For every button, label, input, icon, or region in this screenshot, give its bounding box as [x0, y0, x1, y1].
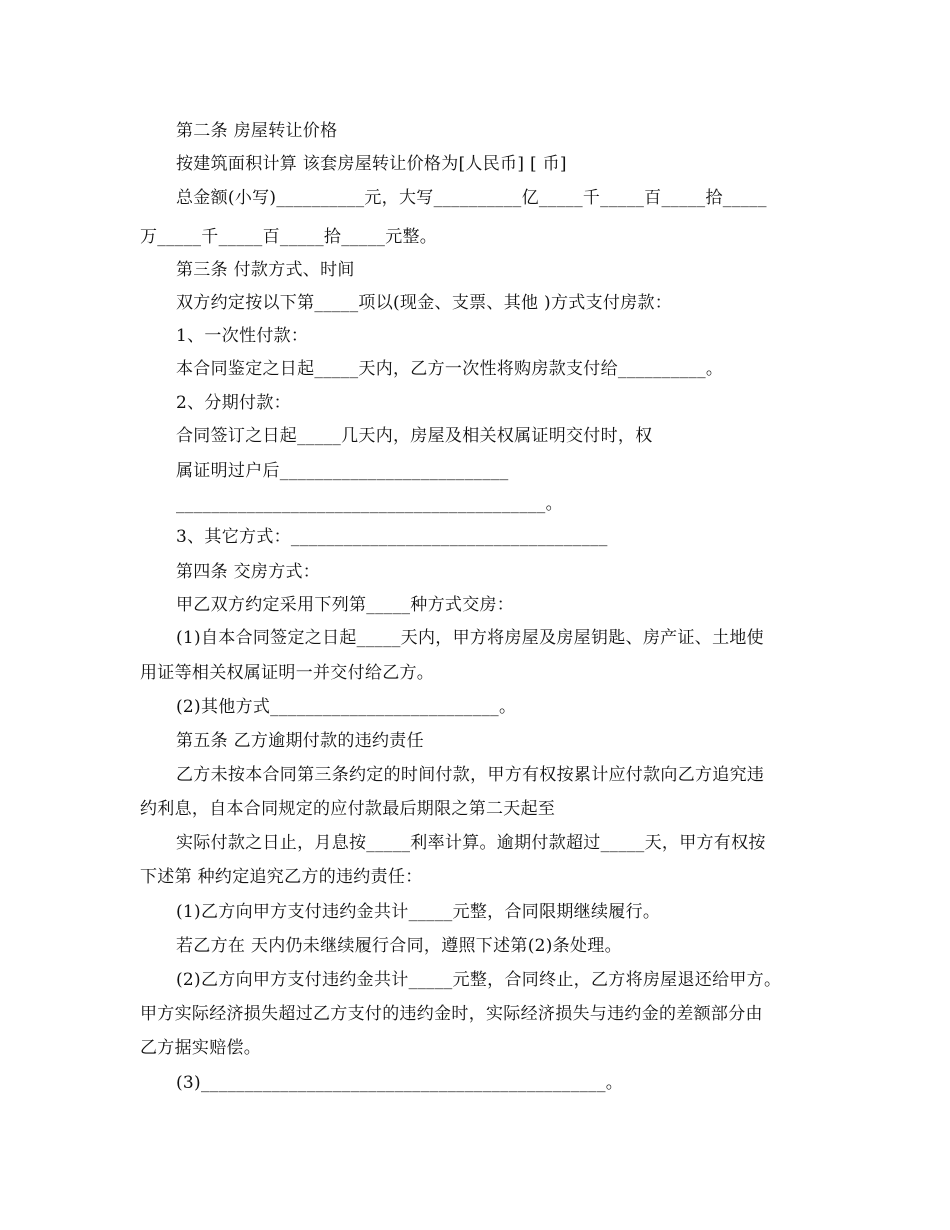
text-line: (1)自本合同签定之日起_____天内，甲方将房屋及房屋钥匙、房产证、土地使: [176, 628, 764, 648]
text-line: (2)乙方向甲方支付违约金共计_____元整，合同终止，乙方将房屋退还给甲方。: [176, 970, 782, 990]
text-line: 约利息，自本合同规定的应付款最后期限之第二天起至: [140, 799, 556, 819]
text-line: 用证等相关权属证明一并交付给乙方。: [140, 663, 435, 683]
article-4-heading: 第四条 交房方式：: [176, 562, 321, 582]
article-5-heading: 第五条 乙方逾期付款的违约责任: [176, 731, 424, 751]
text-line: 甲方实际经济损失超过乙方支付的违约金时，实际经济损失与违约金的差额部分由: [140, 1004, 763, 1024]
text-line: 本合同鉴定之日起_____天内，乙方一次性将购房款支付给__________。: [176, 359, 724, 379]
text-line: 属证明过户后__________________________: [176, 461, 509, 481]
text-line: __________________________________________。: [176, 494, 563, 514]
text-line: (3)______________________________________________。: [176, 1073, 624, 1093]
article-2-heading: 第二条 房屋转让价格: [176, 121, 338, 141]
text-line: 2、分期付款：: [176, 393, 291, 413]
text-line: 合同签订之日起_____几天内，房屋及相关权属证明交付时，权: [176, 426, 653, 446]
text-line: (1)乙方向甲方支付违约金共计_____元整，合同限期继续履行。: [176, 902, 661, 922]
text-line: 3、其它方式：____________________________________: [176, 527, 608, 547]
article-3-heading: 第三条 付款方式、时间: [176, 260, 355, 280]
text-line: 双方约定按以下第_____项以(现金、支票、其他 )方式支付房款：: [176, 293, 673, 313]
text-line: 按建筑面积计算 该套房屋转让价格为[人民币] [ 币]: [176, 154, 567, 174]
text-line: 下述第 种约定追究乙方的违约责任：: [140, 867, 423, 887]
text-line: 总金额(小写)__________元，大写__________亿_____千_____百_____拾_____: [176, 188, 767, 208]
text-line: 实际付款之日止，月息按_____利率计算。逾期付款超过_____天，甲方有权按: [176, 833, 766, 853]
text-line: 乙方据实赔偿。: [140, 1038, 262, 1058]
text-line: 乙方未按本合同第三条约定的时间付款，甲方有权按累计应付款向乙方追究违: [176, 765, 765, 785]
text-line: (2)其他方式__________________________。: [176, 697, 517, 717]
text-line: 万_____千_____百_____拾_____元整。: [140, 227, 438, 247]
text-line: 甲乙双方约定采用下列第_____种方式交房：: [176, 595, 515, 615]
text-line: 若乙方在 天内仍未继续履行合同，遵照下述第(2)条处理。: [176, 936, 622, 956]
text-line: 1、一次性付款：: [176, 326, 309, 346]
